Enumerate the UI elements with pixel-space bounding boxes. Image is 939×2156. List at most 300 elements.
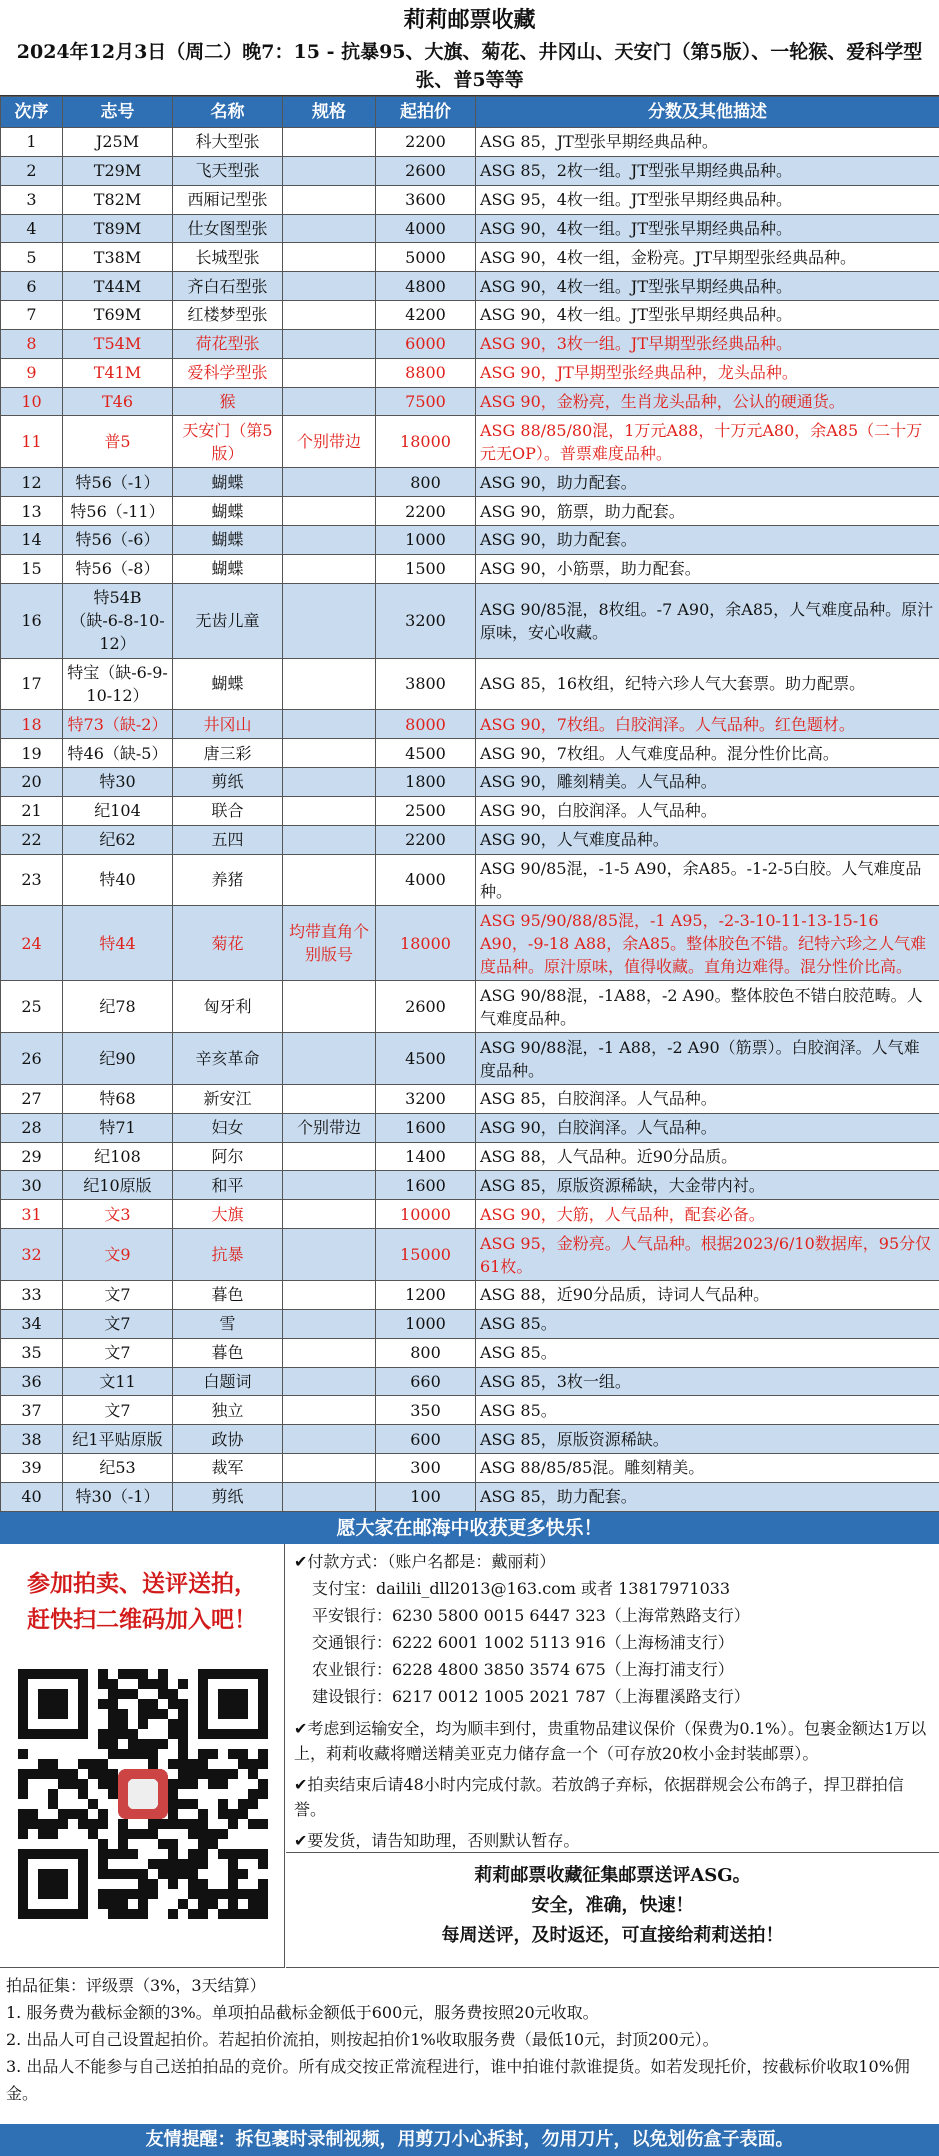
row-spec	[283, 658, 376, 710]
table-row	[1, 128, 939, 157]
row-spec	[283, 214, 376, 243]
col-header-name: 名称	[173, 97, 283, 128]
row-code: 特73（缺-2）	[63, 710, 173, 739]
row-desc: ASG 90，JT早期型张经典品种，龙头品种。	[476, 358, 939, 387]
row-name: 长城型张	[173, 243, 283, 272]
row-price: 1500	[376, 554, 476, 583]
row-index: 36	[1, 1367, 63, 1396]
row-name: 蝴蝶	[173, 658, 283, 710]
row-spec	[283, 1367, 376, 1396]
row-spec	[283, 272, 376, 301]
row-price: 2200	[376, 128, 476, 157]
row-desc: ASG 95/90/88/85混，-1 A95，-2-3-10-11-13-15-16 A90，-9-18 A88，余A85。整体胶色不错。纪特六珍之人气难度品种。原汁原味，值得收藏。直角边难得。混分性价比高。	[476, 906, 939, 981]
row-price: 1400	[376, 1142, 476, 1171]
row-spec	[283, 583, 376, 658]
row-name: 暮色	[173, 1338, 283, 1367]
row-name: 匈牙利	[173, 981, 283, 1033]
row-price: 6000	[376, 329, 476, 358]
col-header-code: 志号	[63, 97, 173, 128]
row-name: 井冈山	[173, 710, 283, 739]
row-price: 8800	[376, 358, 476, 387]
row-code: 纪1平贴原版	[63, 1425, 173, 1454]
asg-service-box	[286, 1852, 939, 1968]
row-name: 暮色	[173, 1281, 283, 1310]
row-name: 新安江	[173, 1084, 283, 1113]
row-code: 文11	[63, 1367, 173, 1396]
row-price: 15000	[376, 1229, 476, 1281]
row-spec	[283, 329, 376, 358]
row-spec	[283, 1482, 376, 1511]
row-desc: ASG 90，助力配套。	[476, 525, 939, 554]
row-code: 特40	[63, 854, 173, 906]
row-price: 1800	[376, 768, 476, 797]
row-spec	[283, 1229, 376, 1281]
row-desc: ASG 90，4枚一组。JT型张早期经典品种。	[476, 301, 939, 330]
row-price: 1600	[376, 1171, 476, 1200]
row-desc: ASG 90，人气难度品种。	[476, 825, 939, 854]
wish-banner: 愿大家在邮海中收获更多快乐！	[0, 1512, 939, 1544]
row-code: 纪78	[63, 981, 173, 1033]
row-price: 5000	[376, 243, 476, 272]
col-header-price: 起拍价	[376, 97, 476, 128]
row-name: 辛亥革命	[173, 1033, 283, 1085]
table-row	[1, 1200, 939, 1229]
row-desc: ASG 90，大筋，人气品种，配套必备。	[476, 1200, 939, 1229]
alipay-line: 支付宝：dailili_dll2013@163.com 或者 13817971033	[312, 1579, 731, 1598]
row-spec	[283, 739, 376, 768]
row-code: 纪10原版	[63, 1171, 173, 1200]
row-price: 18000	[376, 906, 476, 981]
row-spec	[283, 243, 376, 272]
table-row	[1, 525, 939, 554]
row-index: 19	[1, 739, 63, 768]
row-index: 18	[1, 710, 63, 739]
row-index: 29	[1, 1142, 63, 1171]
row-index: 17	[1, 658, 63, 710]
row-spec	[283, 1142, 376, 1171]
row-code: 纪104	[63, 796, 173, 825]
table-row	[1, 416, 939, 468]
rules-title: 拍品征集：评级票（3%，3天结算）	[6, 1976, 266, 1995]
row-code: 特30	[63, 768, 173, 797]
row-desc: ASG 88，近90分品质，诗词人气品种。	[476, 1281, 939, 1310]
row-index: 23	[1, 854, 63, 906]
row-price: 2600	[376, 156, 476, 185]
row-code: T41M	[63, 358, 173, 387]
row-desc: ASG 95，金粉亮。人气品种。根据2023/6/10数据库，95分仅61枚。	[476, 1229, 939, 1281]
table-header-row	[1, 97, 939, 128]
row-name: 菊花	[173, 906, 283, 981]
row-spec	[283, 768, 376, 797]
row-code: 特56（-8）	[63, 554, 173, 583]
row-index: 30	[1, 1171, 63, 1200]
row-index: 31	[1, 1200, 63, 1229]
table-row	[1, 243, 939, 272]
row-index: 21	[1, 796, 63, 825]
row-index: 33	[1, 1281, 63, 1310]
asg-line: 安全，准确，快速！	[531, 1895, 694, 1916]
row-desc: ASG 90/85混，8枚组。-7 A90，余A85，人气难度品种。原汁原味，安心收藏。	[476, 583, 939, 658]
row-index: 2	[1, 156, 63, 185]
table-row	[1, 825, 939, 854]
row-code: 纪53	[63, 1454, 173, 1483]
row-spec	[283, 1084, 376, 1113]
row-spec	[283, 185, 376, 214]
row-spec	[283, 1396, 376, 1425]
row-price: 4000	[376, 854, 476, 906]
row-code: 特宝（缺-6-9-10-12）	[63, 658, 173, 710]
row-code: 特56（-6）	[63, 525, 173, 554]
row-index: 7	[1, 301, 63, 330]
row-code: 纪108	[63, 1142, 173, 1171]
row-spec	[283, 358, 376, 387]
row-index: 32	[1, 1229, 63, 1281]
row-name: 抗暴	[173, 1229, 283, 1281]
table-row	[1, 710, 939, 739]
row-price: 2600	[376, 981, 476, 1033]
row-spec	[283, 497, 376, 526]
row-desc: ASG 90，4枚一组。JT型张早期经典品种。	[476, 272, 939, 301]
row-desc: ASG 90，4枚一组。JT型张早期经典品种。	[476, 214, 939, 243]
table-row	[1, 739, 939, 768]
row-index: 15	[1, 554, 63, 583]
row-code: T46	[63, 387, 173, 416]
row-code: 特54B（缺-6-8-10-12）	[63, 583, 173, 658]
table-row	[1, 554, 939, 583]
bank-line: 交通银行：6222 6001 1002 5113 916（上海杨浦支行）	[312, 1633, 734, 1652]
row-desc: ASG 85，JT型张早期经典品种。	[476, 128, 939, 157]
row-price: 10000	[376, 1200, 476, 1229]
row-price: 600	[376, 1425, 476, 1454]
row-name: 荷花型张	[173, 329, 283, 358]
row-code: 普5	[63, 416, 173, 468]
row-index: 10	[1, 387, 63, 416]
row-price: 800	[376, 1338, 476, 1367]
row-name: 独立	[173, 1396, 283, 1425]
table-row	[1, 1338, 939, 1367]
row-code: 特44	[63, 906, 173, 981]
row-code: T54M	[63, 329, 173, 358]
row-index: 5	[1, 243, 63, 272]
row-desc: ASG 85，2枚一组。JT型张早期经典品种。	[476, 156, 939, 185]
table-row	[1, 1281, 939, 1310]
row-price: 3200	[376, 1084, 476, 1113]
row-price: 4200	[376, 301, 476, 330]
col-header-desc: 分数及其他描述	[476, 97, 939, 128]
row-price: 7500	[376, 387, 476, 416]
row-spec	[283, 156, 376, 185]
bank-line: 建设银行：6217 0012 1005 2021 787（上海瞿溪路支行）	[312, 1687, 750, 1706]
row-name: 裁军	[173, 1454, 283, 1483]
row-index: 20	[1, 768, 63, 797]
consignment-rules	[0, 1968, 939, 2103]
col-header-spec: 规格	[283, 97, 376, 128]
row-spec	[283, 1200, 376, 1229]
row-code: 纪62	[63, 825, 173, 854]
row-index: 27	[1, 1084, 63, 1113]
row-desc: ASG 90，助力配套。	[476, 468, 939, 497]
rule-item: 1. 服务费为截标金额的3%。单项拍品截标金额低于600元，服务费按照20元收取。	[6, 2003, 599, 2022]
row-code: 纪90	[63, 1033, 173, 1085]
row-spec	[283, 387, 376, 416]
page-header	[0, 0, 939, 96]
row-code: 文7	[63, 1396, 173, 1425]
promo-line: 参加拍卖、送评送拍，	[27, 1570, 257, 1597]
row-spec	[283, 468, 376, 497]
promo-text	[0, 1566, 284, 1638]
row-desc: ASG 85，16枚组，纪特六珍人气大套票。助力配票。	[476, 658, 939, 710]
row-price: 1600	[376, 1113, 476, 1142]
row-price: 4800	[376, 272, 476, 301]
row-code: 特71	[63, 1113, 173, 1142]
row-desc: ASG 90/88混，-1A88，-2 A90。整体胶色不错白胶范畴。人气难度品种。	[476, 981, 939, 1033]
table-row	[1, 156, 939, 185]
qr-code-icon[interactable]	[18, 1669, 268, 1919]
row-index: 34	[1, 1309, 63, 1338]
table-row	[1, 1142, 939, 1171]
row-price: 1000	[376, 1309, 476, 1338]
row-code: 特30（-1）	[63, 1482, 173, 1511]
table-row	[1, 1229, 939, 1281]
row-index: 39	[1, 1454, 63, 1483]
row-spec	[283, 1033, 376, 1085]
table-row	[1, 272, 939, 301]
row-code: 特56（-1）	[63, 468, 173, 497]
table-row	[1, 468, 939, 497]
row-code: 文7	[63, 1309, 173, 1338]
row-index: 28	[1, 1113, 63, 1142]
row-desc: ASG 85，原版资源稀缺。	[476, 1425, 939, 1454]
row-price: 4500	[376, 1033, 476, 1085]
row-index: 35	[1, 1338, 63, 1367]
row-name: 白题词	[173, 1367, 283, 1396]
page-title: 莉莉邮票收藏	[403, 7, 536, 33]
row-spec: 个别带边	[283, 416, 376, 468]
bank-line: 农业银行：6228 4800 3850 3574 675（上海打浦支行）	[312, 1660, 734, 1679]
row-desc: ASG 85。	[476, 1309, 939, 1338]
row-desc: ASG 90，白胶润泽。人气品种。	[476, 796, 939, 825]
row-name: 天安门（第5版）	[173, 416, 283, 468]
row-price: 2200	[376, 497, 476, 526]
row-index: 13	[1, 497, 63, 526]
row-index: 6	[1, 272, 63, 301]
row-spec	[283, 796, 376, 825]
row-code: 特68	[63, 1084, 173, 1113]
row-price: 4000	[376, 214, 476, 243]
row-price: 3600	[376, 185, 476, 214]
table-row	[1, 1425, 939, 1454]
row-code: J25M	[63, 128, 173, 157]
row-price: 2200	[376, 825, 476, 854]
auction-table	[0, 96, 939, 1512]
promo-panel	[0, 1544, 285, 1968]
row-index: 8	[1, 329, 63, 358]
row-index: 1	[1, 128, 63, 157]
row-spec	[283, 128, 376, 157]
row-code: 文7	[63, 1281, 173, 1310]
row-code: 文3	[63, 1200, 173, 1229]
asg-line: 莉莉邮票收藏征集邮票送评ASG。	[474, 1865, 751, 1886]
row-price: 800	[376, 468, 476, 497]
row-code: T82M	[63, 185, 173, 214]
row-price: 1000	[376, 525, 476, 554]
row-name: 齐白石型张	[173, 272, 283, 301]
row-code: T69M	[63, 301, 173, 330]
row-name: 养猪	[173, 854, 283, 906]
row-name: 无齿儿童	[173, 583, 283, 658]
row-spec	[283, 825, 376, 854]
bank-line: 平安银行：6230 5800 0015 6447 323（上海常熟路支行）	[312, 1606, 750, 1625]
row-index: 40	[1, 1482, 63, 1511]
row-name: 仕女图型张	[173, 214, 283, 243]
table-row	[1, 796, 939, 825]
table-row	[1, 1309, 939, 1338]
row-name: 妇女	[173, 1113, 283, 1142]
row-price: 8000	[376, 710, 476, 739]
row-desc: ASG 95，4枚一组。JT型张早期经典品种。	[476, 185, 939, 214]
table-row	[1, 358, 939, 387]
row-price: 18000	[376, 416, 476, 468]
row-price: 100	[376, 1482, 476, 1511]
table-row	[1, 1113, 939, 1142]
row-desc: ASG 85。	[476, 1338, 939, 1367]
row-index: 14	[1, 525, 63, 554]
row-name: 大旗	[173, 1200, 283, 1229]
row-desc: ASG 90，小筋票，助力配套。	[476, 554, 939, 583]
row-spec	[283, 525, 376, 554]
row-index: 38	[1, 1425, 63, 1454]
row-spec	[283, 1281, 376, 1310]
row-desc: ASG 90，雕刻精美。人气品种。	[476, 768, 939, 797]
table-row	[1, 1367, 939, 1396]
col-header-index: 次序	[1, 97, 63, 128]
row-price: 660	[376, 1367, 476, 1396]
row-desc: ASG 85，3枚一组。	[476, 1367, 939, 1396]
table-row	[1, 906, 939, 981]
promo-line: 赶快扫二维码加入吧！	[27, 1606, 257, 1633]
row-name: 飞天型张	[173, 156, 283, 185]
row-price: 300	[376, 1454, 476, 1483]
row-name: 爱科学型张	[173, 358, 283, 387]
row-name: 剪纸	[173, 1482, 283, 1511]
row-index: 3	[1, 185, 63, 214]
row-name: 科大型张	[173, 128, 283, 157]
row-desc: ASG 88/85/80混，1万元A88，十万元A80，余A85（二十万元无OP）。普票难度品种。	[476, 416, 939, 468]
table-row	[1, 1084, 939, 1113]
table-row	[1, 1171, 939, 1200]
row-name: 联合	[173, 796, 283, 825]
table-row	[1, 583, 939, 658]
table-row	[1, 768, 939, 797]
row-name: 雪	[173, 1309, 283, 1338]
row-spec	[283, 301, 376, 330]
row-desc: ASG 90，白胶润泽。人气品种。	[476, 1113, 939, 1142]
row-name: 西厢记型张	[173, 185, 283, 214]
row-desc: ASG 90，金粉亮，生肖龙头品种，公认的硬通货。	[476, 387, 939, 416]
page-subtitle: 2024年12月3日（周二）晚7：15 - 抗暴95、大旗、菊花、井冈山、天安门（第5版）、一轮猴、爱科学型张、普5等等	[16, 41, 923, 91]
row-name: 蝴蝶	[173, 554, 283, 583]
row-price: 4500	[376, 739, 476, 768]
table-row	[1, 1033, 939, 1085]
row-desc: ASG 88/85/85混。雕刻精美。	[476, 1454, 939, 1483]
row-desc: ASG 88，人气品种。近90分品质。	[476, 1142, 939, 1171]
row-code: T29M	[63, 156, 173, 185]
row-desc: ASG 85。	[476, 1396, 939, 1425]
row-spec: 个别带边	[283, 1113, 376, 1142]
row-price: 350	[376, 1396, 476, 1425]
table-row	[1, 1396, 939, 1425]
row-desc: ASG 90/88混，-1 A88，-2 A90（筋票）。白胶润泽。人气难度品种。	[476, 1033, 939, 1085]
table-row	[1, 854, 939, 906]
row-desc: ASG 85，白胶润泽。人气品种。	[476, 1084, 939, 1113]
row-spec	[283, 854, 376, 906]
row-spec	[283, 710, 376, 739]
row-code: 特46（缺-5）	[63, 739, 173, 768]
row-index: 37	[1, 1396, 63, 1425]
payment-info	[286, 1544, 939, 1852]
table-row	[1, 214, 939, 243]
row-name: 五四	[173, 825, 283, 854]
shipping-note: ✔考虑到运输安全，均为顺丰到付，贵重物品建议保价（保费为0.1%）。包裹金额达1万以上，莉莉收藏将赠送精美亚克力储存盒一个（可存放20枚小金封装邮票）。	[294, 1719, 927, 1763]
row-code: 文9	[63, 1229, 173, 1281]
row-name: 政协	[173, 1425, 283, 1454]
row-code: 特56（-11）	[63, 497, 173, 526]
row-desc: ASG 90，4枚一组，金粉亮。JT早期型张经典品种。	[476, 243, 939, 272]
row-index: 24	[1, 906, 63, 981]
payment-deadline-note: ✔拍卖结束后请48小时内完成付款。若放鸽子弃标，依据群规会公布鸽子，捍卫群拍信誉。	[294, 1775, 904, 1819]
row-index: 26	[1, 1033, 63, 1085]
payment-title: ✔付款方式：（账户名都是：戴丽莉）	[294, 1552, 556, 1571]
rule-item: 3. 出品人不能参与自己送拍拍品的竞价。所有成交按正常流程进行，谁中拍谁付款谁提货。如若发现托价，按截标价收取10%佣金。	[6, 2057, 910, 2103]
row-spec	[283, 1309, 376, 1338]
row-desc: ASG 85，助力配套。	[476, 1482, 939, 1511]
row-name: 和平	[173, 1171, 283, 1200]
table-row	[1, 981, 939, 1033]
row-spec	[283, 1171, 376, 1200]
row-price: 3800	[376, 658, 476, 710]
row-desc: ASG 90，3枚一组。JT早期型张经典品种。	[476, 329, 939, 358]
asg-line: 每周送评，及时返还，可直接给莉莉送拍！	[441, 1925, 784, 1946]
row-code: T89M	[63, 214, 173, 243]
table-row	[1, 1482, 939, 1511]
row-price: 3200	[376, 583, 476, 658]
row-desc: ASG 85，原版资源稀缺，大金带内衬。	[476, 1171, 939, 1200]
row-desc: ASG 90/85混，-1-5 A90，余A85。-1-2-5白胶。人气难度品种。	[476, 854, 939, 906]
row-name: 剪纸	[173, 768, 283, 797]
table-row	[1, 658, 939, 710]
delivery-note: ✔要发货，请告知助理，否则默认暂存。	[294, 1831, 580, 1850]
row-index: 9	[1, 358, 63, 387]
row-index: 11	[1, 416, 63, 468]
row-spec	[283, 981, 376, 1033]
row-name: 蝴蝶	[173, 468, 283, 497]
table-row	[1, 387, 939, 416]
row-price: 2500	[376, 796, 476, 825]
row-spec	[283, 1425, 376, 1454]
row-spec	[283, 1454, 376, 1483]
row-desc: ASG 90，7枚组。白胶润泽。人气品种。红色题材。	[476, 710, 939, 739]
footer-reminder: 友情提醒：拆包裹时录制视频，用剪刀小心拆封，勿用刀片，以免划伤盒子表面。	[0, 2124, 939, 2156]
row-code: 文7	[63, 1338, 173, 1367]
rule-item: 2. 出品人可自己设置起拍价。若起拍价流拍，则按起拍价1%收取服务费（最低10元，封顶200元）。	[6, 2030, 719, 2049]
row-name: 阿尔	[173, 1142, 283, 1171]
row-index: 22	[1, 825, 63, 854]
row-name: 唐三彩	[173, 739, 283, 768]
row-index: 16	[1, 583, 63, 658]
row-desc: ASG 90，7枚组。人气难度品种。混分性价比高。	[476, 739, 939, 768]
row-code: T44M	[63, 272, 173, 301]
row-spec	[283, 1338, 376, 1367]
